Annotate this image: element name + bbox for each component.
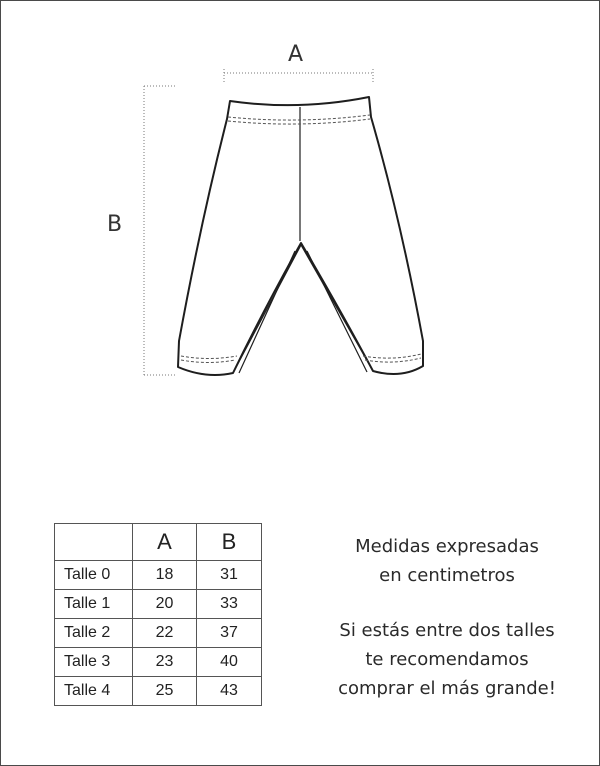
hem-stitching	[181, 354, 421, 363]
notes-spacer	[306, 590, 588, 616]
measure-a-cell: 25	[133, 677, 197, 706]
table-row	[55, 619, 262, 648]
length-dimension-line	[144, 86, 176, 375]
measure-a-cell: 22	[133, 619, 197, 648]
waistband-stitching	[228, 115, 370, 124]
measure-b-cell: 33	[197, 590, 262, 619]
advice-note-line3: comprar el más grande!	[338, 678, 556, 699]
table-row	[55, 677, 262, 706]
measure-b-cell: 43	[197, 677, 262, 706]
size-table	[54, 523, 262, 706]
measure-a-cell: 18	[133, 561, 197, 590]
width-dimension-line	[224, 69, 373, 83]
measure-b-cell: 37	[197, 619, 262, 648]
width-label: A	[288, 42, 304, 67]
size-name-cell: Talle 4	[55, 677, 133, 706]
table-row	[55, 648, 262, 677]
size-name-cell: Talle 1	[55, 590, 133, 619]
measure-a-cell: 20	[133, 590, 197, 619]
table-header-a: A	[133, 524, 197, 561]
table-header-corner	[55, 524, 133, 561]
measure-b-cell: 40	[197, 648, 262, 677]
length-label: B	[107, 212, 123, 237]
advice-note-line2: te recomendamos	[365, 649, 529, 670]
size-name-cell: Talle 3	[55, 648, 133, 677]
table-row	[55, 590, 262, 619]
table-row	[55, 561, 262, 590]
units-note-line2: en centimetros	[379, 565, 515, 586]
measure-b-cell: 31	[197, 561, 262, 590]
size-notes	[306, 532, 588, 703]
advice-note-line1: Si estás entre dos talles	[339, 620, 555, 641]
units-note-line1: Medidas expresadas	[355, 536, 539, 557]
pants-outline	[178, 97, 423, 375]
size-name-cell: Talle 2	[55, 619, 133, 648]
table-header-b: B	[197, 524, 262, 561]
measure-a-cell: 23	[133, 648, 197, 677]
size-name-cell: Talle 0	[55, 561, 133, 590]
table-header-row	[55, 524, 262, 561]
